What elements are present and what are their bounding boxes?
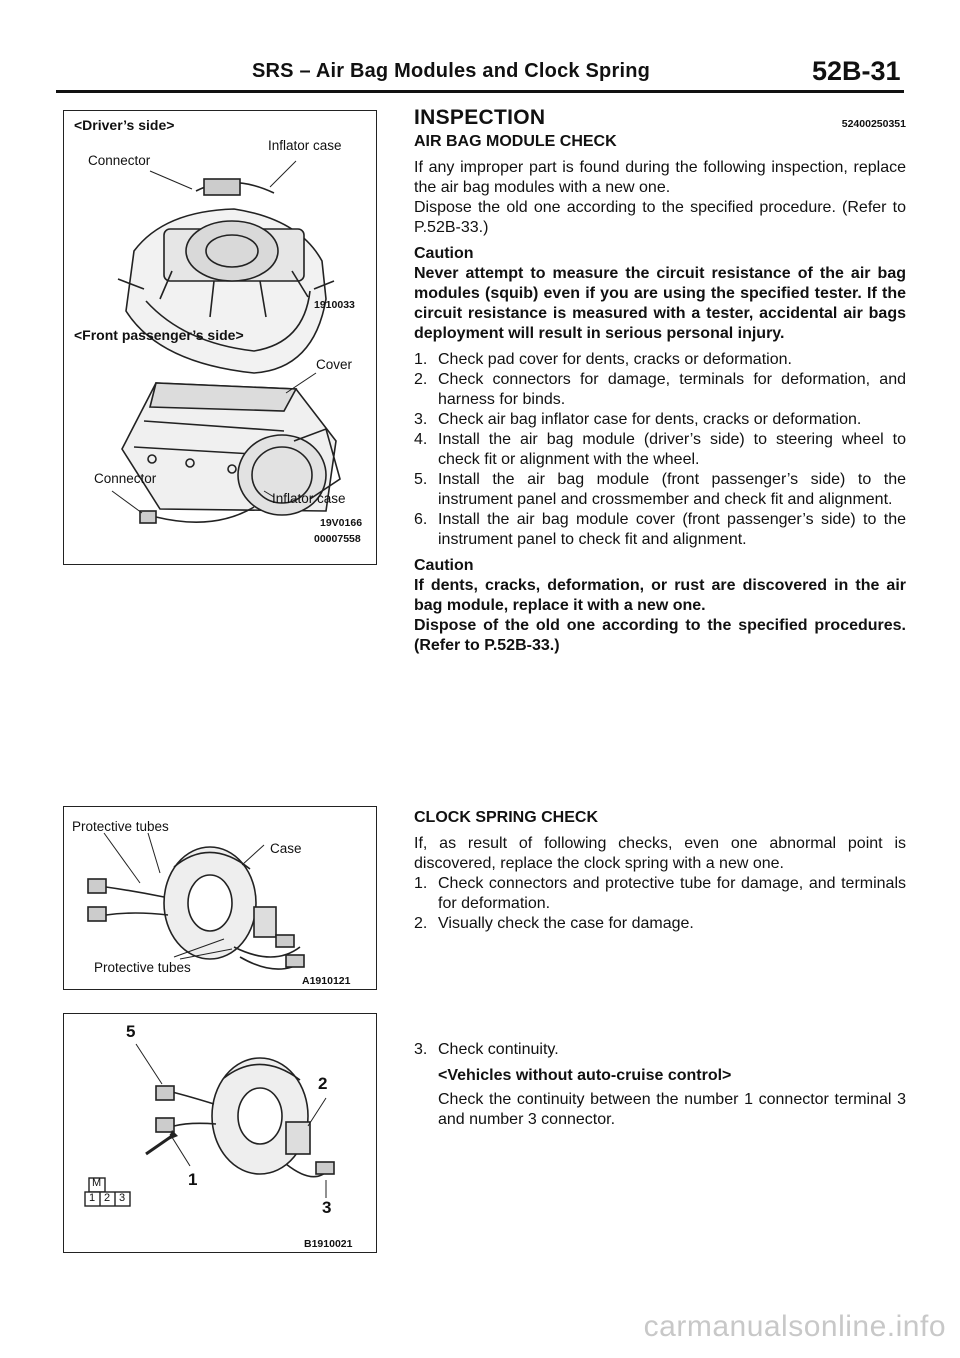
figure-code-1910033: 1910033 — [314, 299, 355, 311]
continuity-section — [414, 1040, 906, 1130]
connector-pin-2: 2 — [104, 1192, 111, 1204]
clock-spring-intro: If, as result of following checks, even one abnormal point is discovered, replace the clock spring with a new one. — [414, 835, 906, 872]
cover-label: Cover — [316, 357, 353, 372]
continuity-illustration — [64, 1014, 378, 1254]
list-item: 6. Install the air bag module cover (front passenger’s side) to the instrument panel to check fit and alignment. — [414, 511, 906, 548]
caution-text-1: Never attempt to measure the circuit resistance of the air bag modules (squib) even if you are using the specified tester. If the circuit resistance is measured with a tester, accidental air bags deployment will result in serious personal injury. — [414, 265, 906, 342]
connector-pin-1: 1 — [89, 1192, 96, 1204]
connector-label-2: Connector — [94, 471, 157, 486]
caution-heading-1: Caution — [414, 245, 474, 262]
figure-code-a1910121: A1910121 — [302, 975, 351, 987]
number-2: 2 — [318, 1074, 328, 1093]
list-item: 3. Check air bag inflator case for dents, cracks or deformation. — [414, 411, 862, 428]
figure-code-00007558: 00007558 — [314, 533, 361, 545]
inspection-steps — [414, 350, 906, 550]
inflator-case-label-2: Inflator case — [272, 491, 346, 506]
list-item: 2. Visually check the case for damage. — [414, 915, 694, 932]
continuity-steps — [414, 1040, 906, 1060]
list-item: 1. Check connectors and protective tube for damage, and terminals for deformation. — [414, 875, 906, 912]
clock-spring-steps — [414, 874, 906, 934]
list-item: 3. Check continuity. — [414, 1041, 559, 1058]
protective-tubes-label-top: Protective tubes — [72, 819, 169, 834]
front-passenger-side-label: <Front passenger’s side> — [74, 327, 244, 343]
figure-code-19v0166: 19V0166 — [320, 517, 363, 529]
clock-spring-section — [414, 808, 906, 934]
page-header-title: SRS – Air Bag Modules and Clock Spring — [252, 60, 651, 82]
inspection-title: INSPECTION — [414, 106, 546, 129]
inspection-intro-2: Dispose the old one according to the specified procedure. (Refer to P.52B-33.) — [414, 199, 906, 236]
number-5: 5 — [126, 1022, 136, 1041]
number-3: 3 — [322, 1198, 332, 1217]
drivers-side-label: <Driver’s side> — [74, 117, 175, 133]
protective-tubes-label-bottom: Protective tubes — [94, 960, 191, 975]
list-item: 4. Install the air bag module (driver’s side) to steering wheel to check fit or alignment with the wheel. — [414, 431, 906, 468]
continuity-text: Check the continuity between the number 1 connector terminal 3 and number 3 connector. — [438, 1091, 906, 1128]
inflator-case-label: Inflator case — [268, 138, 342, 153]
arrow-icon — [146, 1136, 172, 1154]
inspection-section — [414, 108, 906, 656]
list-item: 1. Check pad cover for dents, cracks or deformation. — [414, 351, 792, 368]
figure-code-b1910021: B1910021 — [304, 1238, 353, 1250]
connector-label: Connector — [88, 153, 151, 168]
page-number: 52B-31 — [812, 56, 901, 86]
number-1: 1 — [188, 1170, 198, 1189]
clock-spring-check-heading: CLOCK SPRING CHECK — [414, 809, 599, 826]
footer-watermark: carmanualsonline.info — [643, 1310, 946, 1343]
vehicles-condition: <Vehicles without auto-cruise control> — [438, 1067, 732, 1084]
connector-pin-3: 3 — [119, 1192, 126, 1204]
list-item: 2. Check connectors for damage, terminals for deformation, and harness for binds. — [414, 371, 906, 408]
connector-m-label: M — [92, 1177, 102, 1189]
header-rule — [56, 90, 904, 93]
list-item: 5. Install the air bag module (front passenger’s side) to the instrument panel and crossmember and check fit and alignment. — [414, 471, 906, 508]
figure-continuity-check — [63, 1013, 377, 1253]
figure-clock-spring — [63, 806, 377, 990]
airbag-module-check-heading: AIR BAG MODULE CHECK — [414, 133, 617, 150]
caution-text-2b: Dispose of the old one according to the specified procedures. (Refer to P.52B-33.) — [414, 617, 906, 654]
case-label: Case — [270, 841, 302, 856]
document-id: 52400250351 — [841, 118, 906, 130]
caution-text-2a: If dents, cracks, deformation, or rust are discovered in the air bag module, replace it with a new one. — [414, 577, 906, 614]
figure-airbag-modules — [63, 110, 377, 565]
caution-heading-2: Caution — [414, 557, 474, 574]
inspection-intro-1: If any improper part is found during the following inspection, replace the air bag modules with a new one. — [414, 159, 906, 196]
